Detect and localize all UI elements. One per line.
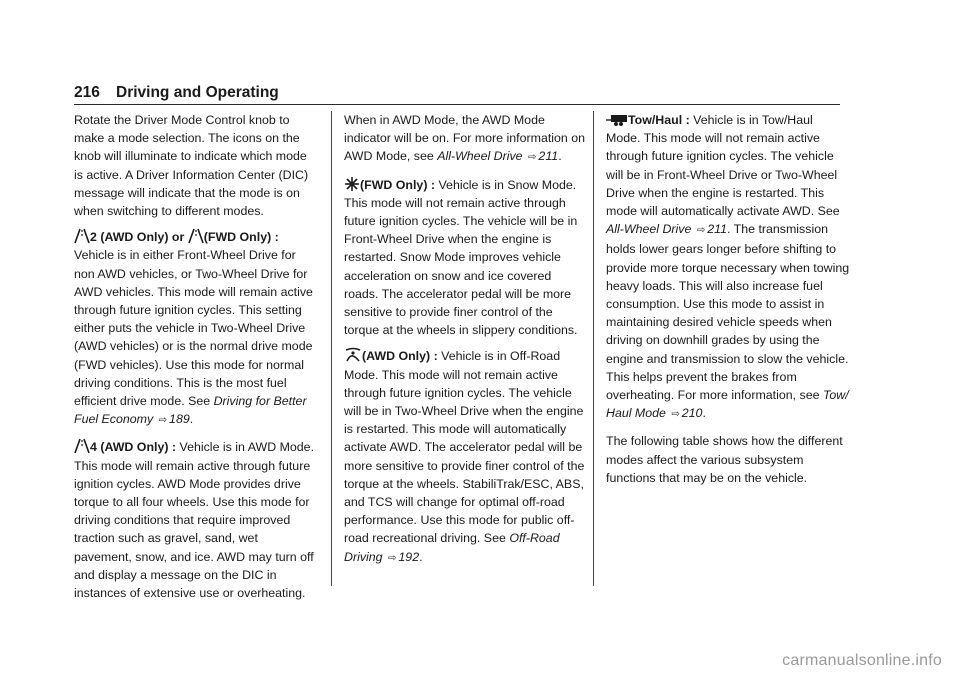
awd-mode-term: 4 (AWD Only) : — [90, 440, 177, 455]
tow-haul-mode-page[interactable]: 210 — [681, 406, 703, 421]
tow-haul-icon — [606, 113, 628, 127]
xref-arrow-icon: ⇨ — [388, 552, 397, 564]
road-mode-icon — [74, 228, 90, 244]
snow-mode-paragraph — [344, 176, 588, 340]
offroad-icon — [344, 347, 362, 363]
column-3 — [606, 111, 850, 495]
road-mode-icon — [74, 438, 90, 454]
tow-haul-text: Vehicle is in Tow/Haul Mode. This mode will not remain active through future ignition cycles. The vehicle will be in Front-Wheel Drive or Two-Wheel Drive when the engine is restarted. This mode will automatically activate AWD. See — [606, 113, 840, 219]
fuel-economy-page[interactable]: 189 — [169, 412, 190, 427]
awd-indicator-paragraph: When in AWD Mode, the AWD Mode indicator will be on. For more information on AWD Mode, see All-Wheel Drive ⇨ 211. — [344, 113, 586, 164]
tow-haul-term: Tow/Haul : — [628, 113, 690, 127]
column-divider — [593, 111, 594, 586]
page-header — [74, 82, 840, 105]
fuel-economy-link[interactable]: Driving for Better Fuel Economy — [74, 394, 307, 427]
offroad-driving-page[interactable]: 192 — [398, 549, 420, 564]
tow-haul-paragraph: Tow/Haul : Vehicle is in Tow/Haul Mode. This mode will not remain active through future ignition cycles. The vehicle will be in Front-Wheel Drive or Two-Wheel Drive when the engine is restarted. This mode will automatically activate AWD. See All-Wheel Drive ⇨ 211. The transmission holds lower gears longer before shifting to provide more torque necessary when towing heavy loads. This will also increase fuel consumption. Use this mode to assist in maintaining desired vehicle speeds when driving on downhill grades by using the engine and transmission to slow the vehicle. This helps prevent the brakes from overheating. For more information, see Tow/ Haul Mode ⇨ 210. — [606, 113, 850, 421]
tow-haul-mode-link[interactable]: Tow/ Haul Mode — [606, 388, 849, 421]
tow-haul-text-2: . The transmission holds lower gears longer before shifting to provide more torque necessary when towing heavy loads. This will also increase fuel consumption. Use this mode to assist in maintaining desired vehicle speeds when driving on downhill grades by using the engine and transmission to slow the vehicle. This helps prevent the brakes from overheating. For more information, see — [606, 222, 850, 403]
column-divider — [331, 111, 332, 586]
tour-mode-term-a: 2 (AWD Only) or — [90, 230, 185, 245]
watermark: carmanualsonline.info — [782, 652, 942, 669]
intro-paragraph: Rotate the Driver Mode Control knob to make a mode selection. The icons on the knob will illuminate to indicate which mode is active. A Driver Information Center (DIC) message will indicate that the mode is on when switching to different modes. — [74, 113, 309, 219]
xref-arrow-icon: ⇨ — [158, 415, 168, 427]
column-2 — [344, 111, 588, 576]
all-wheel-drive-page[interactable]: 211 — [538, 149, 559, 164]
section-title: Driving and Operating — [116, 84, 279, 101]
offroad-mode-term: (AWD Only) : — [362, 349, 438, 364]
tour-mode-term-b: (FWD Only) : — [203, 230, 279, 245]
column-1 — [74, 111, 318, 610]
xref-arrow-icon: ⇨ — [528, 152, 537, 164]
xref-arrow-icon: ⇨ — [671, 409, 680, 421]
road-mode-icon — [188, 228, 204, 244]
snow-mode-text: Vehicle is in Snow Mode. This mode will not remain active through future ignition cycles. The vehicle will be in Front-Wheel Drive when the engine is restarted. Snow Mode improves vehicle acceleration on snow and ice covered roads. The accelerator pedal will be more sensitive to provide finer control of the torque at the wheels in slippery conditions. — [344, 177, 578, 338]
awd-indicator-text: When in AWD Mode, the AWD Mode indicator will be on. For more information on AWD Mode, see — [344, 113, 586, 164]
awd-mode-paragraph — [74, 438, 318, 602]
snow-mode-term: (FWD Only) : — [360, 177, 436, 192]
offroad-mode-text: Vehicle is in Off-Road Mode. This mode will not remain active through future ignition cycles. The vehicle will be in Two-Wheel Drive when the engine is restarted. This mode will automatically activate AWD. The accelerator pedal will be more sensitive to provide finer control of the torque at the wheels. StabiliTrak/ESC, ABS, and TCS will change for optimal off-road performance. Use this mode for public off-road recreational driving. See — [344, 349, 585, 546]
snowflake-icon — [344, 176, 360, 192]
all-wheel-drive-link[interactable]: All-Wheel Drive — [606, 222, 692, 237]
offroad-mode-paragraph: (AWD Only) : Vehicle is in Off-Road Mode. This mode will not remain active through future ignition cycles. The vehicle will be in Two-Wheel Drive when the engine is restarted. This mode will automatically activate AWD. The accelerator pedal will be more sensitive to provide finer control of the torque at the wheels. StabiliTrak/ESC, ABS, and TCS will change for optimal off-road performance. Use this mode for public off-road recreational driving. See Off-Road Driving ⇨ 192. — [344, 349, 585, 564]
offroad-driving-link[interactable]: Off-Road Driving — [344, 531, 560, 564]
all-wheel-drive-page[interactable]: 211 — [707, 222, 727, 237]
page-number: 216 — [74, 84, 100, 101]
xref-arrow-icon: ⇨ — [696, 225, 706, 237]
all-wheel-drive-link[interactable]: All-Wheel Drive — [437, 149, 523, 164]
awd-mode-text: Vehicle is in AWD Mode. This mode will remain active through future ignition cycles. AWD Mode provides drive torque to all four wheels. Use this mode for driving conditions that require improved traction such as gravel, sand, wet pavement, snow, and ice. AWD may turn off and display a message on the DIC in instances of extensive use or overheating. — [74, 440, 315, 601]
tour-mode-paragraph: 2 (AWD Only) or (FWD Only) : Vehicle is in either Front-Wheel Drive for non AWD vehicles, or Two-Wheel Drive for AWD vehicles. This mode will remain active through future ignition cycles. This setting either puts the vehicle in Two-Wheel Drive (AWD vehicles) or is the normal drive mode (FWD vehicles). Use this mode for normal driving conditions. This is the most fuel efficient drive mode. See Driving for Better Fuel Economy ⇨ 189. — [74, 230, 313, 427]
closing-paragraph: The following table shows how the different modes affect the various subsystem functions that may be on the vehicle. — [606, 434, 843, 485]
tour-mode-text: Vehicle is in either Front-Wheel Drive for non AWD vehicles, or Two-Wheel Drive for AWD vehicles. This mode will remain active through future ignition cycles. This setting either puts the vehicle in Two-Wheel Drive (AWD vehicles) or is the normal drive mode (FWD vehicles). Use this mode for normal driving conditions. This is the most fuel efficient drive mode. See — [74, 248, 313, 409]
